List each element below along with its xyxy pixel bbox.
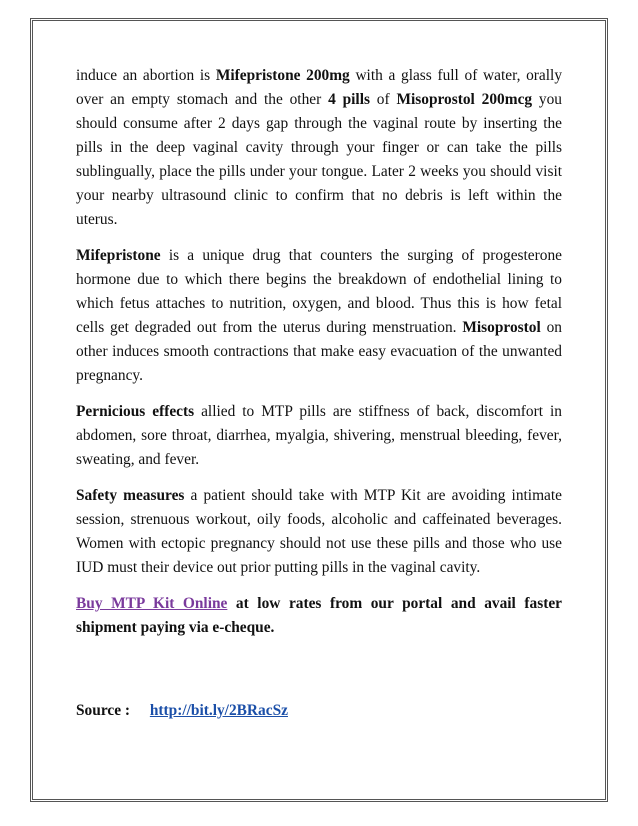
text: of xyxy=(369,91,397,108)
bold-text: Mifepristone xyxy=(76,247,161,264)
bold-text: Pernicious effects xyxy=(76,403,195,420)
paragraph-safety xyxy=(76,484,562,580)
text: is a unique drug that counters the surging of progesterone hormone due to which there begins the breakdown of endothelial lining to which fetus attaches to nutrition, oxygen, and blood. Thus this is how fetal cells get degraded out from the uterus during menstruation. xyxy=(76,247,562,336)
text: you should consume after 2 days gap through the vaginal route by inserting the pills in the deep vaginal cavity through your finger or can take the pills sublingually, place the pills under your tongue. Later 2 weeks you should visit your nearby ultrasound clinic to confirm that no debris is left within the uterus. xyxy=(76,91,563,228)
bold-text: Misoprostol 200mcg xyxy=(396,91,533,108)
text: with a glass full of water, orally over an empty stomach and the other xyxy=(76,67,563,108)
paragraph-buy xyxy=(76,592,562,640)
paragraph-side-effects xyxy=(76,400,562,472)
text: at low rates from our portal and avail faster shipment paying via e-cheque. xyxy=(76,595,562,636)
text: induce an abortion is xyxy=(76,67,216,84)
paragraph-mechanism xyxy=(76,244,562,388)
bold-text: Mifepristone 200mg xyxy=(215,67,350,84)
text: allied to MTP pills are stiffness of back, discomfort in abdomen, sore throat, diarrhea, myalgia, shivering, menstrual bleeding, fever, sweating, and fever. xyxy=(76,403,562,468)
document-body xyxy=(76,64,562,640)
source-line xyxy=(76,699,288,723)
paragraph-dosage xyxy=(76,64,562,232)
text: a patient should take with MTP Kit are avoiding intimate session, strenuous workout, oily foods, alcoholic and caffeinated beverages. Women with ectopic pregnancy should not use these pills and those who use IUD must their device out prior putting pills in the vaginal cavity. xyxy=(76,487,562,576)
bold-text: 4 pills xyxy=(328,91,370,108)
bold-text: Misoprostol xyxy=(462,319,541,336)
source-label: Source : xyxy=(76,702,131,719)
buy-link[interactable]: Buy MTP Kit Online xyxy=(76,595,228,612)
source-link[interactable]: http://bit.ly/2BRacSz xyxy=(149,702,288,719)
text: on other induces smooth contractions that make easy evacuation of the unwanted pregnancy. xyxy=(76,319,562,384)
bold-text: Safety measures xyxy=(76,487,185,504)
